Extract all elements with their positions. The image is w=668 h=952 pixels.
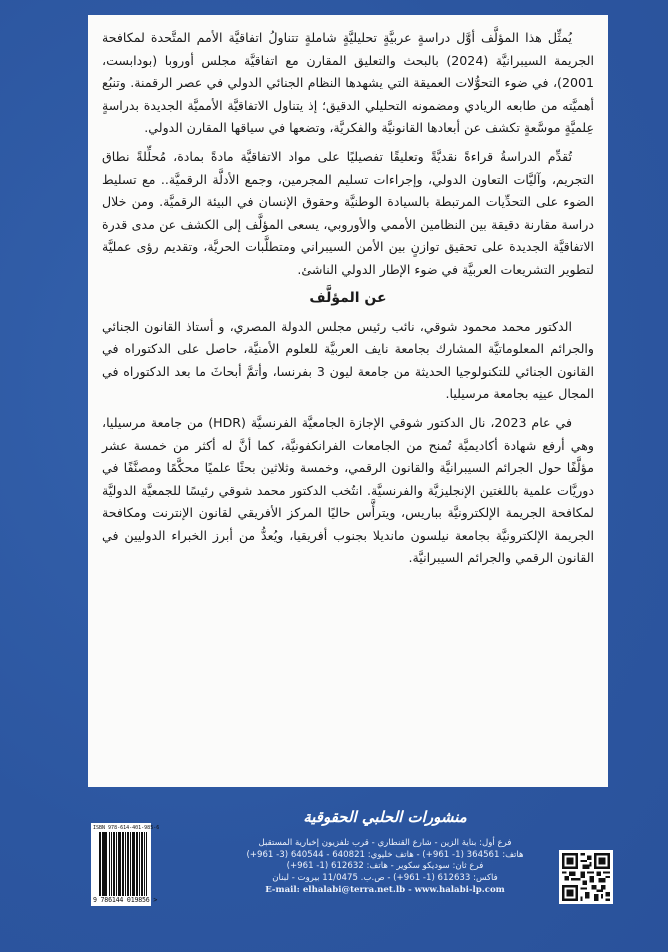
isbn-label: ISBN 978-614-401-985-6 bbox=[93, 825, 160, 831]
publisher-address-line-3: فرع ثان: سوديكو سكوير - هاتف: 612632 (1- 961+) bbox=[286, 861, 484, 871]
barcode-bar bbox=[125, 832, 126, 896]
barcode-bar bbox=[146, 832, 147, 896]
publisher-logo: منشورات الحلبي الحقوقية bbox=[303, 808, 467, 826]
description-paragraph-2: تُقدِّم الدراسةُ قراءةً نقديَّةً وتعليقًا تفصيليًا على مواد الاتفاقيَّة مادةً بمادة، مُحلِّلةً نطاق التجريم، وآليَّات التعاون الدولي، وإجراءات تسليم المجرمين، وجمع الأدلَّة الرقميَّة.. مع تسليط الضوء على التحدِّيات المرتبطة بالسيادة الوطنيَّة وحقوق الإنسان في البيئة الرقميَّة. ومن خلال دراسة مقارنة دقيقة بين النظامين الأممي والأوروبي، يسعى المؤلَّف إلى الكشف عن مدى قدرة الاتفاقيَّة الجديدة على تحقيق توازنٍ بين الأمن السيبراني ومتطلَّبات الحريَّة، وتقديم رؤى عمليَّة لتطوير التشريعات العربيَّة في ضوء الإطار الدولي الناشئ. bbox=[102, 148, 594, 277]
author-bio-paragraph-1: الدكتور محمد محمود شوقي، نائب رئيس مجلس الدولة المصري، و أستاذ القانون الجنائي والجرائم المعلوماتيَّة المشارك بجامعة نايف العربيَّة للعلوم الأمنيَّة، حاصل على الدكتوراه في القانون الجنائي للتكنولوجيا الحديثة من جامعة ليون 3 بفرنسا، وأتمَّ أبحاثَ ما بعد الدكتوراه في المجال عينِه بجامعة مرسيليا. bbox=[102, 318, 594, 402]
back-cover-text-panel bbox=[88, 15, 608, 787]
publisher-address-line-2: هاتف: 364561 (1- 961+) - هاتف خليوي: 640821 - 640544 (3- 961+) bbox=[246, 849, 524, 860]
barcode-bar bbox=[114, 832, 115, 896]
barcode-bar bbox=[123, 832, 124, 896]
barcode-bar bbox=[130, 832, 131, 896]
barcode-bar bbox=[106, 832, 107, 896]
barcode-bar bbox=[142, 832, 143, 896]
qr-code[interactable] bbox=[559, 850, 613, 904]
barcode-bar bbox=[111, 832, 112, 896]
qr-code-icon bbox=[562, 853, 610, 901]
barcode-bars bbox=[99, 832, 148, 896]
publisher-address-line-1: فرع أول: بناية الزين - شارع القنطاري - قرب تلفزيون إخبارية المستقبل bbox=[258, 838, 512, 848]
barcode-bar bbox=[137, 832, 138, 896]
barcode-bar bbox=[134, 832, 135, 896]
barcode-bar bbox=[119, 832, 120, 896]
author-bio-paragraph-2: في عام 2023، نال الدكتور شوقي الإجازة الجامعيَّة الفرنسيَّة (HDR) من جامعة مرسيليا، وهي أرفع شهادة أكاديميَّة تُمنح من الجامعات الفرانكفونيَّة، كما أنَّ له أكثر من خمسة عشر مؤلَّفًا حول الجرائم السيبرانيَّة والقانون الرقمي، وخمسة وثلاثين بحثًا علميًا محكَّمًا ومصنَّفًا في دوريَّات علمية باللغتين الإنجليزيَّة والفرنسيَّة. انتُخب الدكتور محمد شوقي رئيسًا للجمعيَّة الدوليَّة لمكافحة الجريمة الإلكترونيَّة بباريس، ويترأَّس حاليًا المركز الأفريقي لقانون الإنترنت ومكافحة الجريمة الإلكترونيَّة بجامعة نيلسون مانديلا بجنوب أفريقيا، ويُعدُّ من أبرز الخبراء الدوليين في القانون الرقمي والجرائم السيبرانيَّة. bbox=[102, 414, 594, 566]
about-author-heading: عن المؤلَّف bbox=[309, 289, 387, 306]
publisher-address-line-4: فاكس: 612633 (1- 961+) - ص.ب. 11/0475 بيروت - لبنان bbox=[272, 872, 498, 883]
description-paragraph-1: يُمثِّل هذا المؤلَّف أوَّل دراسةٍ عربيَّةٍ تحليليَّةٍ شاملةٍ تتناولُ اتفاقيَّة الأمم المتَّحدة لمكافحة الجريمة السيبرانيَّة (2024) بالبحث والتعليق المقارن مع اتفاقيَّة مجلس أوروبا (بودابست، 2001)، في ضوء التحوُّلات العميقة التي يشهدها النظام الجنائي الدولي في عصر الرقمنة. وتنبُع أهميَّته من طابعه الريادي ومضمونه التحليلي الدقيق؛ إذ يتناول الاتفاقيَّة الأمميَّة الجديدة بدراسةٍ عِلميَّةٍ موسَّعةٍ تكشف عن أبعادها القانونيَّة والفكريَّة، وتضعها في سياقها المقارن الدولي. bbox=[102, 30, 594, 136]
publisher-info bbox=[215, 808, 555, 896]
barcode-digits: 9 786144 019856 > bbox=[93, 896, 158, 904]
isbn-barcode bbox=[91, 823, 160, 906]
publisher-contact[interactable]: E-mail: elhalabi@terra.net.lb - www.halabi-lp.com bbox=[265, 885, 505, 895]
